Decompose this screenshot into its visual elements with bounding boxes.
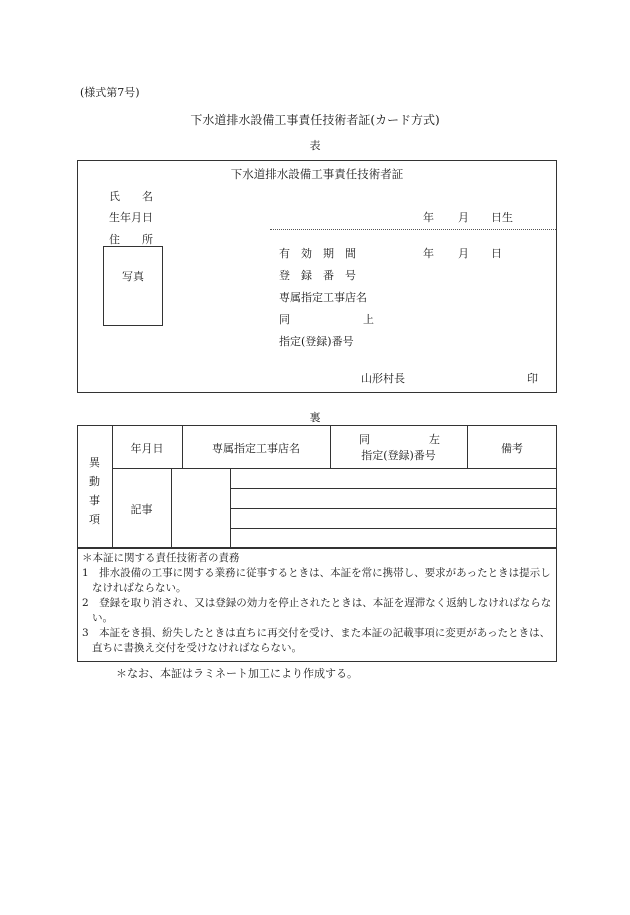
record-label: 記事 xyxy=(130,503,153,516)
same-label-b: 上 xyxy=(363,313,374,326)
card-title: 下水道排水設備工事責任技術者証 xyxy=(230,167,404,181)
validity-day-label: 日 xyxy=(491,247,502,260)
photo-box xyxy=(103,246,163,326)
footer-note: ＊なお、本証はラミネート加工により作成する。 xyxy=(116,667,358,680)
name-label: 氏 名 xyxy=(109,190,153,203)
table-rule xyxy=(230,508,557,509)
form-number: (様式第7号) xyxy=(80,86,140,99)
front-side-label: 表 xyxy=(309,139,321,152)
address-label: 住 所 xyxy=(109,233,153,246)
col-designation-header: 指定(登録)番号 xyxy=(361,449,436,462)
notes-section xyxy=(82,551,552,656)
change-items-header: 異動事項 xyxy=(89,456,100,526)
store-label: 専属指定工事店名 xyxy=(279,291,367,304)
designation-label: 指定(登録)番号 xyxy=(279,335,354,348)
table-divider xyxy=(171,468,172,548)
birth-day-label: 日生 xyxy=(491,211,513,224)
table-rule xyxy=(230,528,557,529)
note-item: 1 排水設備の工事に関する業務に従事するときは、本証を常に携帯し、要求があったときは提示しなければならない。 xyxy=(82,567,551,594)
table-rule xyxy=(112,468,557,469)
photo-label: 写真 xyxy=(122,270,144,283)
col-store-header: 専属指定工事店名 xyxy=(212,442,300,455)
note-item: 3 本証をき損、紛失したときは直ちに再交付を受け、また本証の記載事項に変更があったときは、直ちに書換え交付を受けなければならない。 xyxy=(82,627,551,654)
back-side-label: 裏 xyxy=(309,411,321,424)
seal-label: 印 xyxy=(527,372,538,385)
table-rule xyxy=(230,488,557,489)
note-item: 2 登録を取り消され、又は登録の効力を停止されたときは、本証を遅滞なく返納しなければならない。 xyxy=(82,597,552,624)
col-remarks-header: 備考 xyxy=(501,442,523,455)
col-same-b: 左 xyxy=(429,433,440,446)
col-date-header: 年月日 xyxy=(130,442,164,455)
birth-year-label: 年 xyxy=(423,211,434,224)
document-title: 下水道排水設備工事責任技術者証(カード方式) xyxy=(190,113,440,127)
birth-label: 生年月日 xyxy=(109,211,153,224)
notes-title: ＊本証に関する責任技術者の責務 xyxy=(82,552,240,564)
validity-month-label: 月 xyxy=(458,247,469,260)
dotted-separator xyxy=(270,229,556,230)
validity-year-label: 年 xyxy=(423,247,434,260)
registration-label: 登 録 番 号 xyxy=(279,269,356,282)
same-label-a: 同 xyxy=(279,313,290,326)
birth-month-label: 月 xyxy=(458,211,469,224)
col-same-a: 同 xyxy=(359,433,370,446)
validity-label: 有 効 期 間 xyxy=(279,247,356,260)
issuer-label: 山形村長 xyxy=(361,372,405,385)
